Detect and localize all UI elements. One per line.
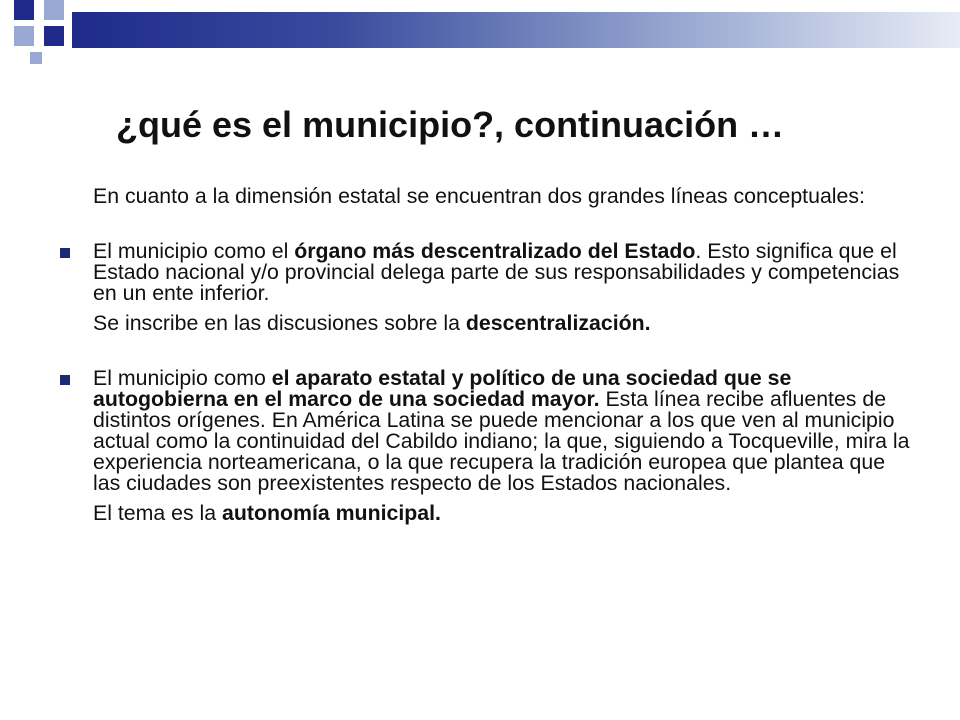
bullet-item-2 <box>60 368 910 494</box>
bullet-item-1 <box>60 241 910 304</box>
decorative-square-light <box>30 52 42 64</box>
decorative-square-dark <box>14 0 34 20</box>
decorative-square-light <box>14 26 34 46</box>
slide-body <box>60 186 910 524</box>
decorative-square-dark <box>44 26 64 46</box>
square-bullet-icon <box>60 375 70 385</box>
intro-paragraph: En cuanto a la dimensión estatal se encuentran dos grandes líneas conceptuales: <box>93 184 865 208</box>
bullet-1-subline: Se inscribe en las discusiones sobre la descentralización. <box>93 311 651 335</box>
decorative-header-bar <box>72 12 960 48</box>
bullet-2-subline: El tema es la autonomía municipal. <box>93 501 441 525</box>
slide-title: ¿qué es el municipio?, continuación … <box>116 104 785 145</box>
bullet-1-text: El municipio como el órgano más descentralizado del Estado. Esto significa que el Estado nacional y/o provincial delega parte de sus responsabilidades y competencias en un ente inferior. <box>93 239 900 305</box>
bullet-2-text: El municipio como el aparato estatal y político de una sociedad que se autogobierna en el marco de una sociedad mayor. Esta línea recibe afluentes de distintos orígenes. En América Latina se puede mencionar a los que ven al municipio actual como la continuidad del Cabildo indiano; la que, siguiendo a Tocqueville, mira la experiencia norteamericana, o la que recupera la tradición europea que plantea que las ciudades son preexistentes respecto de los Estados nacionales. <box>93 366 910 495</box>
decorative-square-light <box>44 0 64 20</box>
square-bullet-icon <box>60 248 70 258</box>
